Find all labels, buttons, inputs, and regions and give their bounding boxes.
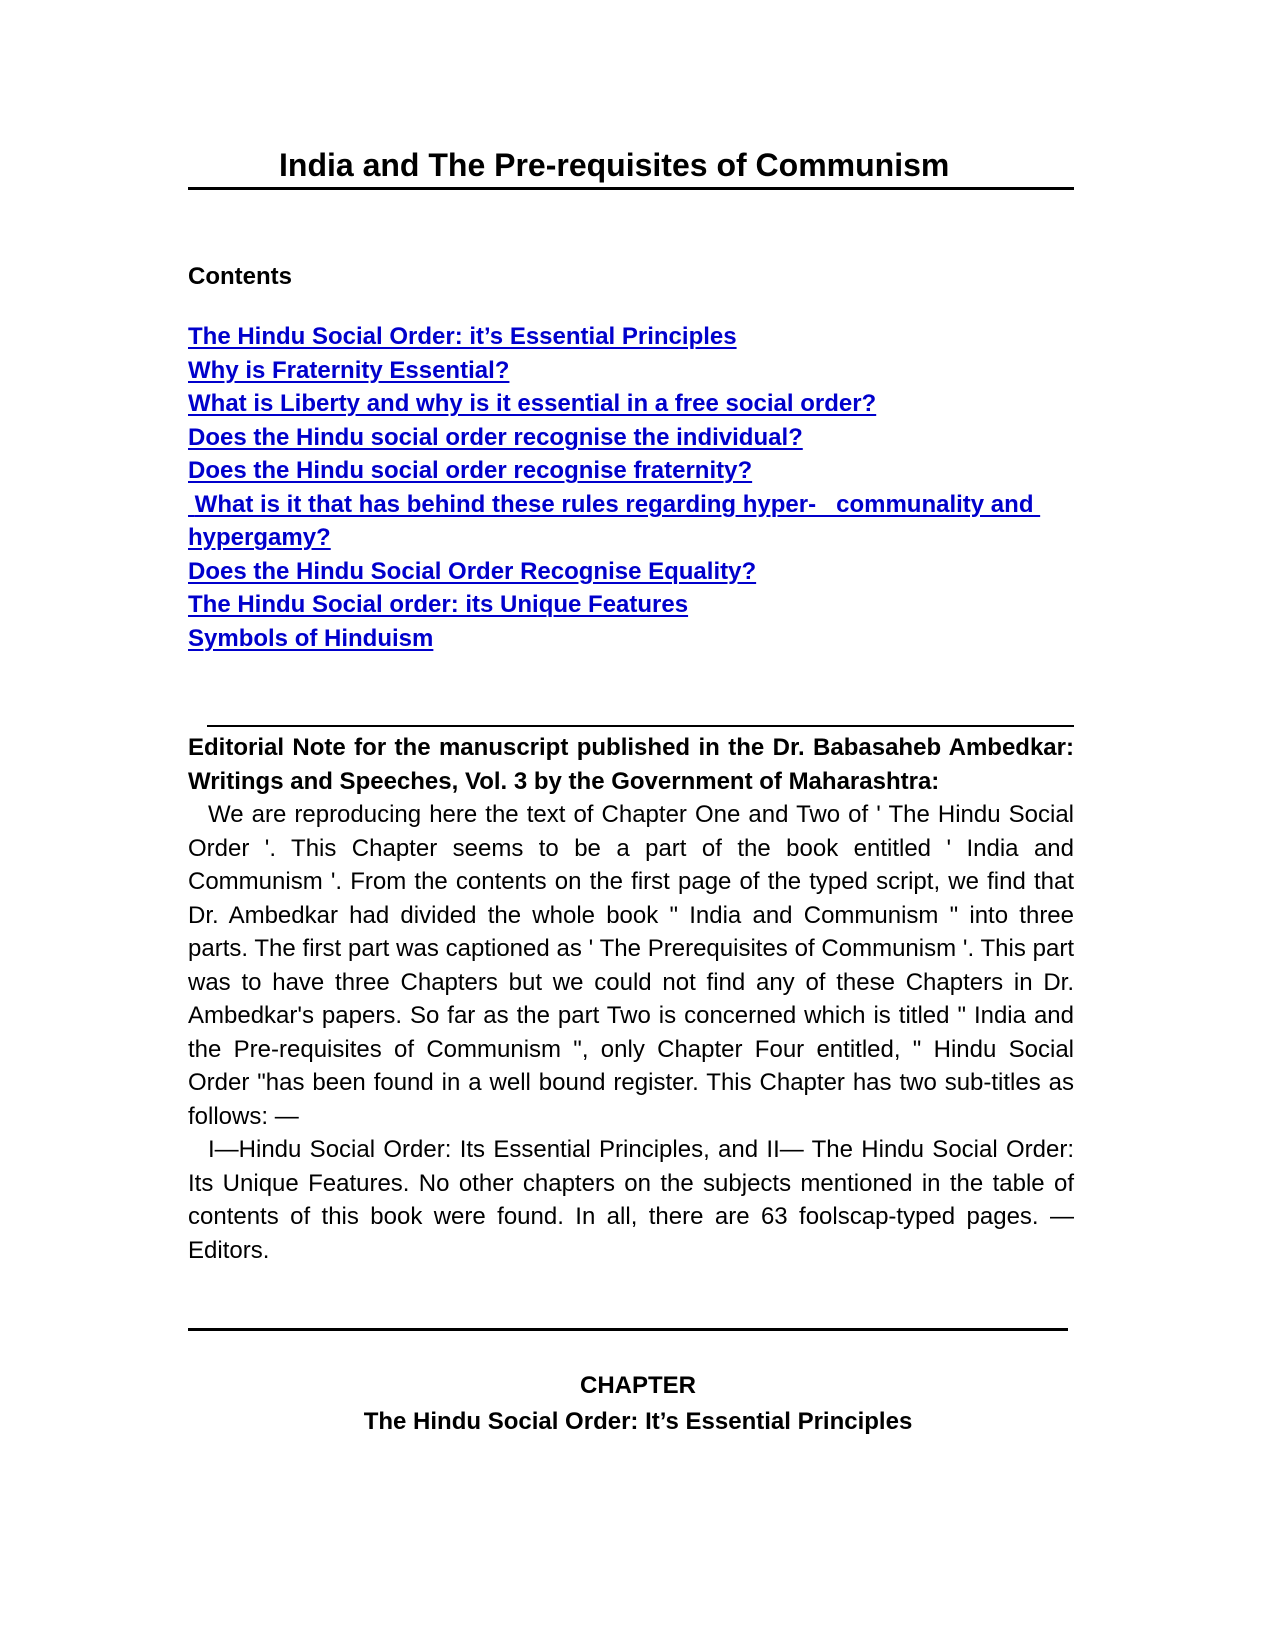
chapter-heading [188, 1368, 1088, 1440]
document-title: India and The Pre-requisites of Communism [279, 147, 950, 183]
editorial-paragraph-2: I—Hindu Social Order: Its Essential Principles, and II— The Hindu Social Order: Its Unique Features. No other chapters on the subjects mentioned in the table of contents of this book were found. In all, there are 63 foolscap-typed pages. —Editors. [188, 1136, 1074, 1264]
chapter-title: The Hindu Social Order: It’s Essential Principles [363, 1408, 913, 1435]
editorial-note-heading: Editorial Note for the manuscript published in the Dr. Babasaheb Ambedkar: Writings and Speeches, Vol. 3 by the Government of Maharashtra: [188, 734, 1074, 795]
document-title-block [188, 143, 1074, 190]
toc-link-symbols-of-hinduism[interactable]: Symbols of Hinduism [188, 624, 434, 652]
editorial-note [188, 731, 1074, 1267]
editorial-paragraph-1: We are reproducing here the text of Chapter One and Two of ' The Hindu Social Order '. This Chapter seems to be a part of the book entitled ' India and Communism '. From the contents on the first page of the typed script, we find that Dr. Ambedkar had divided the whole book " India and Communism " into three parts. The first part was captioned as ' The Prerequisites of Communism '. This part was to have three Chapters but we could not find any of these Chapters in Dr. Ambedkar's papers. So far as the part Two is concerned which is titled " India and the Pre-requisites of Communism ", only Chapter Four entitled, " Hindu Social Order "has been found in a well bound register. This Chapter has two sub-titles as follows: — [188, 801, 1074, 1130]
toc-link-liberty[interactable]: What is Liberty and why is it essential in a free social order? [188, 390, 877, 417]
toc-link-hyper-communality[interactable]: What is it that has behind these rules regarding hyper- communality and hypergamy? [188, 490, 1041, 551]
toc-link-fraternity-essential[interactable]: Why is Fraternity Essential? [188, 356, 510, 384]
section-divider-bottom [188, 1328, 1068, 1331]
section-divider-top [207, 725, 1074, 727]
table-of-contents [188, 320, 1078, 655]
toc-link-recognise-fraternity[interactable]: Does the Hindu social order recognise fraternity? [188, 457, 753, 484]
contents-heading: Contents [188, 263, 292, 290]
toc-link-recognise-equality[interactable]: Does the Hindu Social Order Recognise Equality? [188, 557, 757, 585]
toc-link-essential-principles[interactable]: The Hindu Social Order: it’s Essential Principles [188, 323, 737, 350]
toc-link-recognise-individual[interactable]: Does the Hindu social order recognise the individual? [188, 423, 803, 451]
toc-link-unique-features[interactable]: The Hindu Social order: its Unique Features [188, 591, 689, 618]
chapter-label: CHAPTER [579, 1372, 696, 1399]
